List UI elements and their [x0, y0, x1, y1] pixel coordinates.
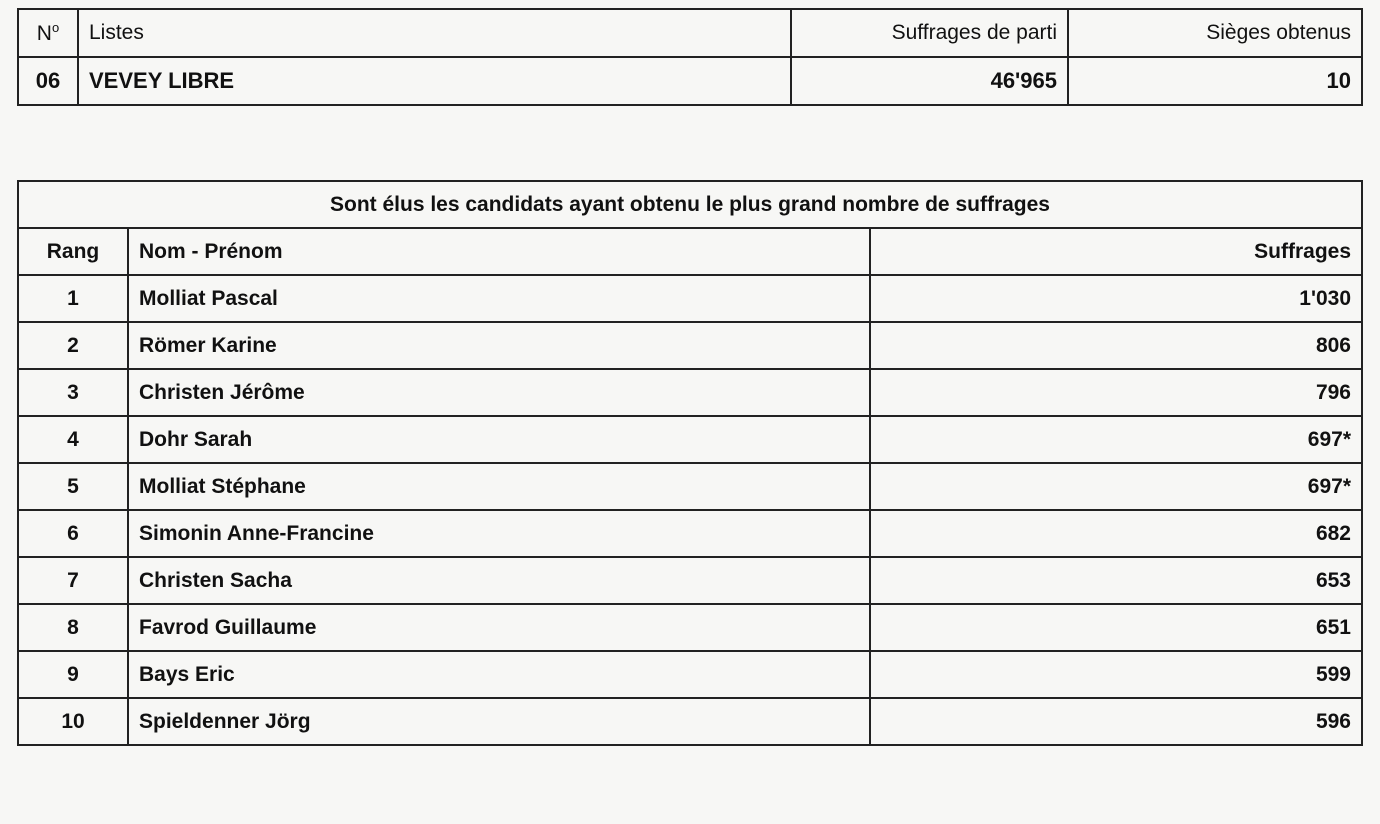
results-title: Sont élus les candidats ayant obtenu le plus grand nombre de suffrages	[18, 181, 1362, 228]
list-suffrages-parti: 46'965	[791, 57, 1068, 105]
list-sieges: 10	[1068, 57, 1362, 105]
results-header-row	[18, 228, 1362, 275]
header-listes: Listes	[78, 9, 791, 57]
candidate-rank: 1	[18, 275, 128, 322]
header-suffrages: Suffrages	[870, 228, 1362, 275]
list-header-row	[18, 9, 1362, 57]
candidate-name: Christen Jérôme	[128, 369, 870, 416]
candidate-suffrages: 651	[870, 604, 1362, 651]
table-row	[18, 651, 1362, 698]
results-title-row	[18, 181, 1362, 228]
header-suffrages-parti: Suffrages de parti	[791, 9, 1068, 57]
candidate-name: Römer Karine	[128, 322, 870, 369]
header-rang: Rang	[18, 228, 128, 275]
candidate-suffrages: 596	[870, 698, 1362, 745]
table-row	[18, 510, 1362, 557]
candidate-suffrages: 682	[870, 510, 1362, 557]
candidate-name: Bays Eric	[128, 651, 870, 698]
candidate-rank: 5	[18, 463, 128, 510]
table-row	[18, 698, 1362, 745]
list-summary-table	[17, 8, 1363, 106]
candidate-suffrages: 653	[870, 557, 1362, 604]
list-value-row	[18, 57, 1362, 105]
header-no: $N^o$	[18, 9, 78, 57]
table-row	[18, 369, 1362, 416]
candidate-rank: 4	[18, 416, 128, 463]
list-number: 06	[18, 57, 78, 105]
table-row	[18, 416, 1362, 463]
candidate-name: Spieldenner Jörg	[128, 698, 870, 745]
candidate-rank: 8	[18, 604, 128, 651]
table-row	[18, 275, 1362, 322]
header-nom: Nom - Prénom	[128, 228, 870, 275]
candidate-suffrages: 1'030	[870, 275, 1362, 322]
candidate-suffrages: 806	[870, 322, 1362, 369]
list-name: VEVEY LIBRE	[78, 57, 791, 105]
candidate-rank: 7	[18, 557, 128, 604]
candidate-rank: 9	[18, 651, 128, 698]
candidate-rank: 10	[18, 698, 128, 745]
table-row	[18, 463, 1362, 510]
candidate-name: Dohr Sarah	[128, 416, 870, 463]
candidate-name: Christen Sacha	[128, 557, 870, 604]
header-sieges: Sièges obtenus	[1068, 9, 1362, 57]
elected-candidates-table	[17, 180, 1363, 746]
candidate-rank: 3	[18, 369, 128, 416]
candidate-suffrages: 697*	[870, 463, 1362, 510]
candidate-name: Favrod Guillaume	[128, 604, 870, 651]
candidate-rank: 2	[18, 322, 128, 369]
candidate-suffrages: 697*	[870, 416, 1362, 463]
table-row	[18, 557, 1362, 604]
candidate-name: Molliat Stéphane	[128, 463, 870, 510]
candidate-suffrages: 599	[870, 651, 1362, 698]
table-row	[18, 322, 1362, 369]
candidate-suffrages: 796	[870, 369, 1362, 416]
candidate-rank: 6	[18, 510, 128, 557]
candidate-name: Molliat Pascal	[128, 275, 870, 322]
candidate-name: Simonin Anne-Francine	[128, 510, 870, 557]
table-row	[18, 604, 1362, 651]
